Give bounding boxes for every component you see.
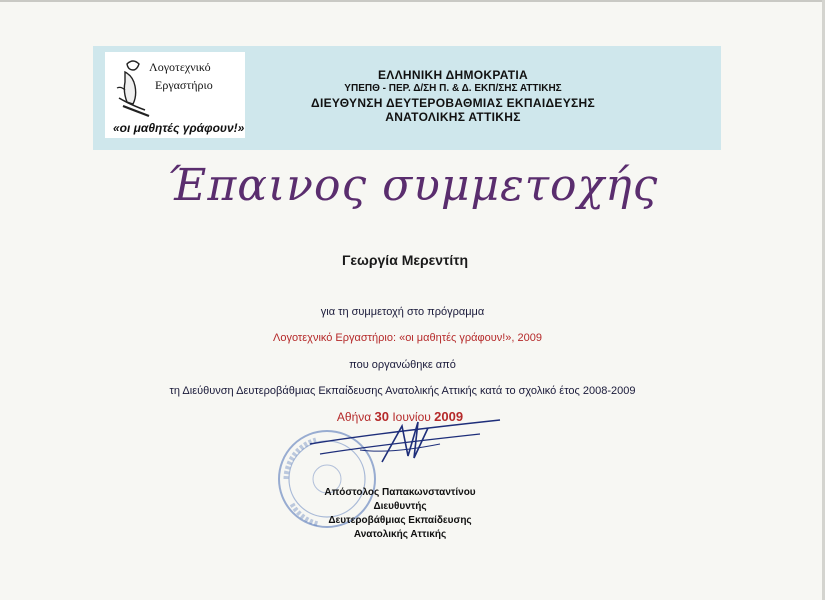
body-line3: που οργανώθηκε από [349,359,456,371]
logo-text-line2: Εργαστήριο [155,78,213,92]
date-month: Ιουνίου [389,410,435,424]
signatory-dept-line2: Ανατολικής Αττικής [353,529,447,540]
signatory-name: Απόστολος Παπακωνσταντίνου [324,487,476,498]
logo-text-line1: Λογοτεχνικό [149,60,211,74]
signature [300,414,510,474]
signatory-role: Διευθυντής [373,501,427,512]
logo-slogan: «οι μαθητές γράφουν!» [113,121,245,135]
header-band [93,46,721,150]
recipient-name: Γεωργία Μερεντίτη [341,252,469,268]
body-line1: για τη συμμετοχή στο πρόγραμμα [320,306,485,318]
header-line2: ΥΠΕΠΘ - ΠΕΡ. Δ/ΣΗ Π. & Δ. ΕΚΠ/ΣΗΣ ΑΤΤΙΚΗΣ [344,83,562,94]
certificate-title: Έπαινος συμμετοχής [166,160,659,211]
workshop-logo [105,52,245,138]
writing-figure-icon [113,58,153,124]
signatory-block [300,486,500,542]
scan-edge [0,0,825,2]
issuer-header [293,68,613,124]
program-name: Λογοτεχνικό Εργαστήριο: «οι μαθητές γράφουν!», 2009 [273,332,542,344]
date-year: 2009 [434,409,464,424]
body-line4: τη Διεύθυνση Δευτεροβάθμιας Εκπαίδευσης Ανατολικής Αττικής κατά το σχολικό έτος 2008-2009 [169,385,636,397]
date-day: 30 [374,409,390,424]
header-line1: ΕΛΛΗΝΙΚΗ ΔΗΜΟΚΡΑΤΙΑ [378,68,528,82]
date-prefix: Αθήνα [336,410,375,424]
header-line3: ΔΙΕΥΘΥΝΣΗ ΔΕΥΤΕΡΟΒΑΘΜΙΑΣ ΕΚΠΑΙΔΕΥΣΗΣ [311,96,595,110]
header-line4: ΑΝΑΤΟΛΙΚΗΣ ΑΤΤΙΚΗΣ [385,110,521,124]
signatory-dept-line1: Δευτεροβάθμιας Εκπαίδευσης [328,515,472,526]
